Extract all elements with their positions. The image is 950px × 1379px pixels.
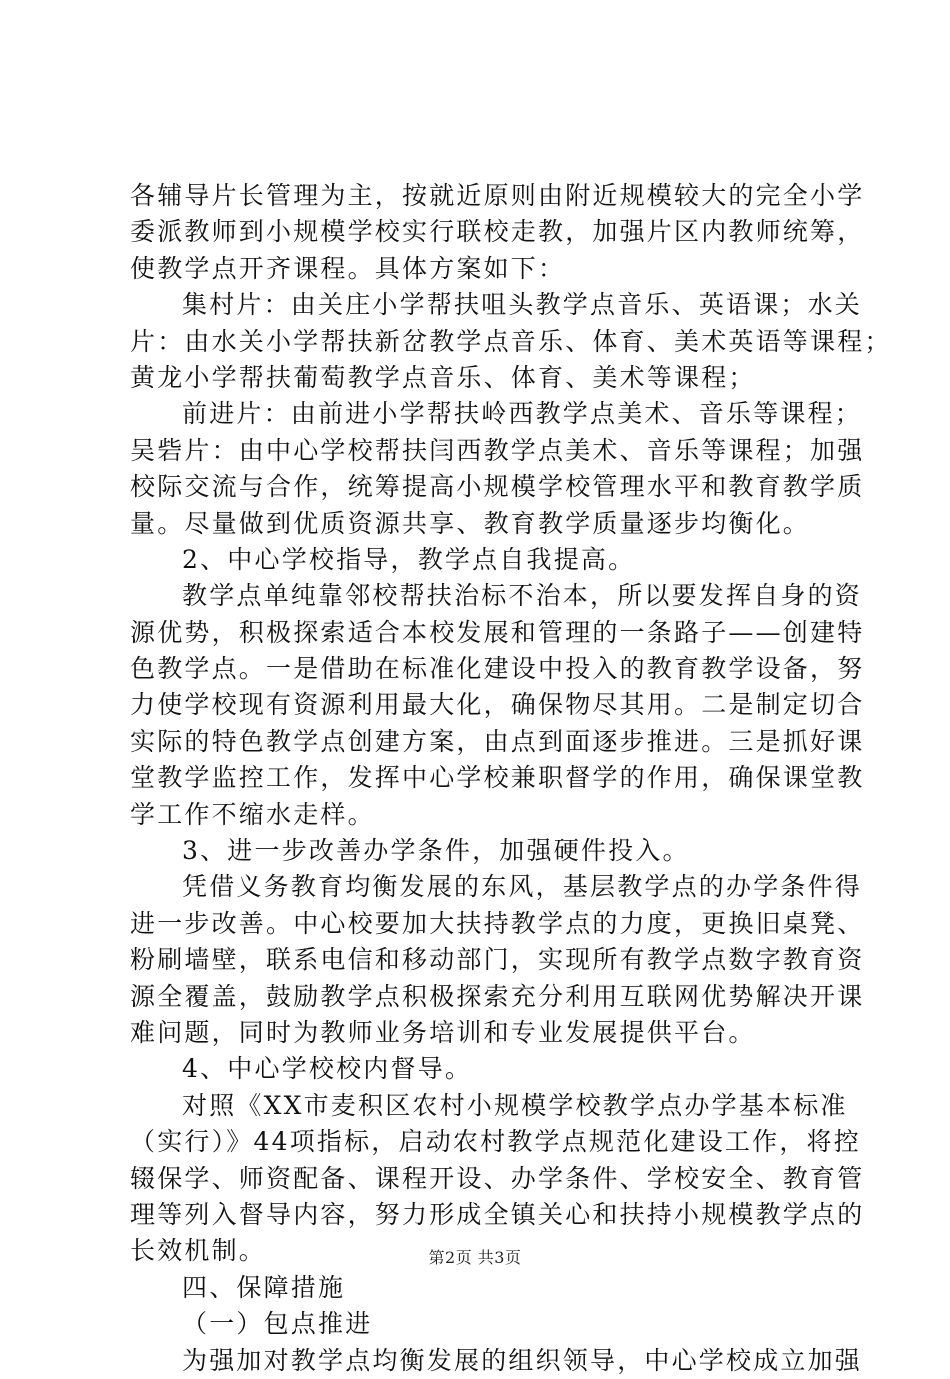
text-line: 使教学点开齐课程。具体方案如下： — [130, 253, 566, 283]
text-line: 为强加对教学点均衡发展的组织领导，中心学校成立加强 — [182, 1345, 863, 1375]
text-line: （一）包点推进 — [182, 1309, 373, 1339]
text-line: 进一步改善。中心校要加大扶持教学点的力度，更换旧桌凳、 — [130, 908, 865, 938]
text-line: 黄龙小学帮扶葡萄教学点音乐、体育、美术等课程； — [130, 362, 756, 392]
text-line: 理等列入督导内容，努力形成全镇关心和扶持小规模教学点的 — [130, 1199, 865, 1229]
text-line: 辍保学、师资配备、课程开设、办学条件、学校安全、教育管 — [130, 1163, 865, 1193]
text-line: 2、中心学校指导，教学点自我提高。 — [182, 544, 636, 574]
text-line: 堂教学监控工作，发挥中心学校兼职督学的作用，确保课堂教 — [130, 763, 865, 793]
text-line: 校际交流与合作，统筹提高小规模学校管理水平和教育教学质 — [130, 472, 865, 502]
text-line: 各辅导片长管理为主，按就近原则由附近规模较大的完全小学 — [130, 181, 865, 210]
text-line: 力使学校现有资源利用最大化，确保物尽其用。二是制定切合 — [130, 690, 865, 720]
text-line: 色教学点。一是借助在标准化建设中投入的教育教学设备，努 — [130, 654, 865, 684]
document-body — [130, 178, 892, 1379]
text-line: 实际的特色教学点创建方案，由点到面逐步推进。三是抓好课 — [130, 726, 865, 756]
text-line: 前进片：由前进小学帮扶岭西教学点美术、音乐等课程； — [182, 399, 863, 429]
text-line: 长效机制。 — [130, 1236, 267, 1266]
text-line: 量。尽量做到优质资源共享、教育教学质量逐步均衡化。 — [130, 508, 811, 538]
text-line: 委派教师到小规模学校实行联校走教，加强片区内教师统筹， — [130, 217, 865, 247]
text-line: 凭借义务教育均衡发展的东风，基层教学点的办学条件得 — [182, 872, 863, 902]
text-line: 3、进一步改善办学条件，加强硬件投入。 — [182, 836, 690, 866]
text-line: 学工作不缩水走样。 — [130, 799, 375, 829]
text-line: 4、中心学校校内督导。 — [182, 1054, 473, 1084]
text-line: 片：由水关小学帮扶新岔教学点音乐、体育、美术英语等课程； — [130, 326, 892, 356]
text-line: （实行）》44项指标，启动农村教学点规范化建设工作，将控 — [130, 1127, 861, 1157]
text-line: 粉刷墙壁，联系电信和移动部门，实现所有教学点数字教育资 — [130, 945, 865, 975]
text-line: 集村片：由关庄小学帮扶咀头教学点音乐、英语课；水关 — [182, 290, 863, 320]
text-line: 教学点单纯靠邻校帮扶治标不治本，所以要发挥自身的资 — [182, 581, 863, 611]
text-line: 难问题，同时为教师业务培训和专业发展提供平台。 — [130, 1017, 756, 1047]
text-line: 吴砦片：由中心学校帮扶闫西教学点美术、音乐等课程；加强 — [130, 435, 865, 465]
page-footer: 第2页 共3页 — [428, 1248, 522, 1267]
text-line: 源优势，积极探索适合本校发展和管理的一条路子——创建特 — [130, 617, 865, 647]
text-line: 源全覆盖，鼓励教学点积极探索充分利用互联网优势解决开课 — [130, 981, 865, 1011]
text-line: 对照《XX市麦积区农村小规模学校教学点办学基本标准 — [182, 1090, 848, 1120]
text-line: 四、保障措施 — [182, 1272, 346, 1302]
